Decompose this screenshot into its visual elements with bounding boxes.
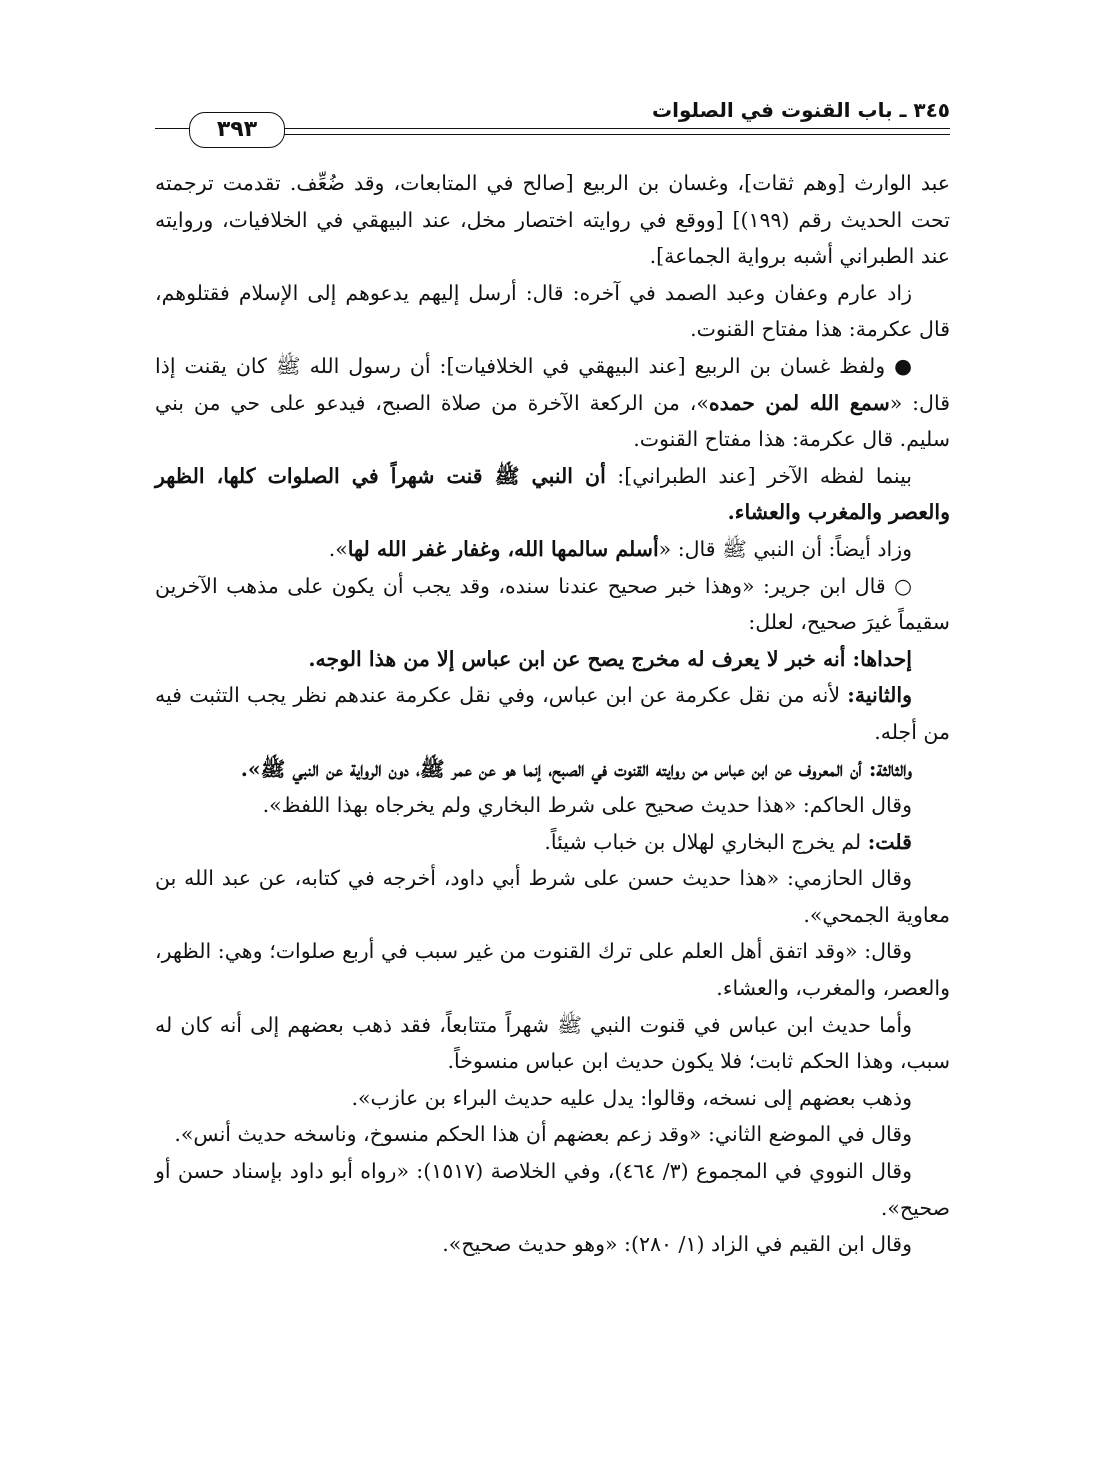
paragraph: وقال الحازمي: «هذا حديث حسن على شرط أبي داود، أخرجه في كتابه، عن عبد الله بن معاوية الجمحي». (155, 866, 950, 927)
text-span: لم يخرج البخاري لهلال بن خباب شيئاً. (544, 829, 868, 854)
paragraph (155, 531, 950, 568)
page-number: ٣٩٣ (189, 112, 285, 148)
header-rule (275, 128, 950, 135)
paragraph (155, 348, 950, 458)
label-bold: قلت: (867, 829, 912, 854)
bold-statement: والثالثة: أن المعروف عن ابن عباس من روايته القنوت في الصبح، إنما هو عن عمر ﷺ، دون الرواية عن النبي ﷺ». (240, 756, 912, 781)
label-bold: والثانية: (847, 683, 912, 708)
text-span: ». (328, 536, 348, 561)
paragraph: وقال: «وقد اتفق أهل العلم على ترك القنوت من غير سبب في أربع صلوات؛ وهي: الظهر، والعصر، والمغرب، والعشاء. (155, 939, 950, 1001)
chapter-title: ٣٤٥ ـ باب القنوت في الصلوات (651, 98, 950, 122)
paragraph: ○ قال ابن جرير: «وهذا خبر صحيح عندنا سنده، وقد يجب أن يكون على مذهب الآخرين سقيماً غيرَ صحيح، لعلل: (155, 573, 950, 635)
paragraph (155, 824, 950, 861)
paragraph: وذهب بعضهم إلى نسخه، وقالوا: يدل عليه حديث البراء بن عازب». (351, 1085, 912, 1110)
paragraph: زاد عارم وعفان وعبد الصمد في آخره: قال: أرسل إليهم يدعوهم إلى الإسلام فقتلوهم، قال عكرمة: هذا مفتاح القنوت. (155, 280, 950, 342)
running-header (155, 95, 950, 155)
paragraph (155, 751, 950, 788)
paragraph (155, 458, 950, 531)
paragraph (155, 641, 950, 678)
quoted-hadith: أسلم سالمها الله، وغفار غفر الله لها (347, 536, 659, 561)
paragraph: وقال في الموضع الثاني: «وقد زعم بعضهم أن هذا الحكم منسوخ، وناسخه حديث أنس». (174, 1122, 912, 1147)
text-body (155, 165, 950, 1263)
quoted-hadith: سمع الله لمن حمده (708, 390, 890, 415)
text-span: ● ولفظ غسان بن الربيع [عند البيهقي في الخلافيات]: أن رسول الله ﷺ كان يقنت إذا قال: « (155, 353, 950, 415)
bold-statement: إحداها: أنه خبر لا يعرف له مخرج يصح عن ابن عباس إلا من هذا الوجه. (308, 646, 912, 671)
quoted-hadith: أن النبي ﷺ قنت شهراً في الصلوات كلها، الظهر والعصر والمغرب والعشاء. (155, 463, 950, 525)
text-span: لأنه من نقل عكرمة عن ابن عباس، وفي نقل عكرمة عندهم نظر يجب التثبت فيه من أجله. (155, 683, 950, 744)
paragraph: وأما حديث ابن عباس في قنوت النبي ﷺ شهراً متتابعاً، فقد ذهب بعضهم إلى أنه كان له سبب، وهذا الحكم ثابت؛ فلا يكون حديث ابن عباس منسوخاً. (155, 1012, 950, 1074)
paragraph: وقال الحاكم: «هذا حديث صحيح على شرط البخاري ولم يخرجاه بهذا اللفظ». (262, 793, 912, 818)
paragraph: وقال ابن القيم في الزاد (١/ ٢٨٠): «وهو حديث صحيح». (442, 1232, 912, 1257)
paragraph (155, 677, 950, 750)
paragraph: وقال النووي في المجموع (٣/ ٤٦٤)، وفي الخلاصة (١٥١٧): «رواه أبو داود بإسناد حسن أو صحيح». (155, 1159, 950, 1220)
header-rule-left (155, 128, 191, 129)
text-span: بينما لفظه الآخر [عند الطبراني]: (605, 463, 912, 488)
text-span: وزاد أيضاً: أن النبي ﷺ قال: « (658, 536, 912, 561)
text-span: »، من الركعة الآخرة من صلاة الصبح، فيدعو على حي من بني سليم. قال عكرمة: هذا مفتاح القنوت. (155, 390, 950, 452)
paragraph: عبد الوارث [وهم ثقات]، وغسان بن الربيع [صالح في المتابعات، وقد ضُعِّف. تقدمت ترجمته تحت الحديث رقم (١٩٩)] [ووقع في روايته اختصار مخل، عند البيهقي في الخلافيات، وروايته عند الطبراني أشبه برواية الجماعة]. (155, 171, 950, 269)
